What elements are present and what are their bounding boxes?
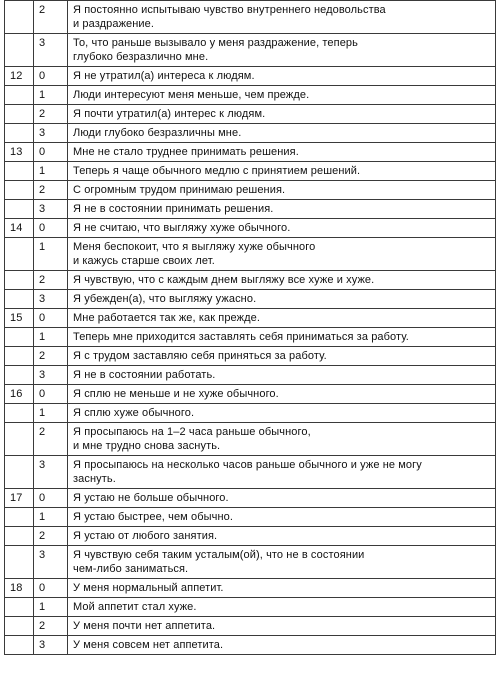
table-row bbox=[5, 385, 496, 404]
answer-score: 2 bbox=[34, 271, 68, 290]
table-row bbox=[5, 143, 496, 162]
answer-statement: Люди глубоко безразличны мне. bbox=[68, 124, 496, 143]
answer-score: 2 bbox=[34, 617, 68, 636]
item-number: 18 bbox=[5, 579, 34, 598]
table-row bbox=[5, 67, 496, 86]
item-number: 14 bbox=[5, 219, 34, 238]
item-number bbox=[5, 508, 34, 527]
answer-score: 2 bbox=[34, 1, 68, 34]
item-number: 16 bbox=[5, 385, 34, 404]
item-number bbox=[5, 423, 34, 456]
answer-statement: Меня беспокоит, что я выгляжу хуже обычного и кажусь старше своих лет. bbox=[68, 238, 496, 271]
answer-statement: У меня совсем нет аппетита. bbox=[68, 636, 496, 655]
answer-statement: Я не в состоянии принимать решения. bbox=[68, 200, 496, 219]
answer-score: 2 bbox=[34, 181, 68, 200]
table-row bbox=[5, 162, 496, 181]
answer-statement: Я постоянно испытываю чувство внутреннего недовольства и раздражение. bbox=[68, 1, 496, 34]
answer-statement: Теперь мне приходится заставлять себя приниматься за работу. bbox=[68, 328, 496, 347]
item-number bbox=[5, 200, 34, 219]
table-row bbox=[5, 366, 496, 385]
answer-statement: Я просыпаюсь на 1–2 часа раньше обычного, и мне трудно снова заснуть. bbox=[68, 423, 496, 456]
table-row bbox=[5, 579, 496, 598]
answer-statement: Я чувствую себя таким усталым(ой), что не в состоянии чем-либо заниматься. bbox=[68, 546, 496, 579]
item-number: 17 bbox=[5, 489, 34, 508]
table-row bbox=[5, 404, 496, 423]
answer-score: 3 bbox=[34, 34, 68, 67]
answer-statement: Теперь я чаще обычного медлю с принятием решений. bbox=[68, 162, 496, 181]
table-row bbox=[5, 86, 496, 105]
table-row bbox=[5, 546, 496, 579]
table-row bbox=[5, 309, 496, 328]
table-row bbox=[5, 598, 496, 617]
item-number bbox=[5, 366, 34, 385]
answer-statement: Мой аппетит стал хуже. bbox=[68, 598, 496, 617]
answer-score: 3 bbox=[34, 456, 68, 489]
answer-score: 3 bbox=[34, 290, 68, 309]
answer-statement: Я чувствую, что с каждым днем выгляжу все хуже и хуже. bbox=[68, 271, 496, 290]
item-number bbox=[5, 238, 34, 271]
answer-statement: Люди интересуют меня меньше, чем прежде. bbox=[68, 86, 496, 105]
answer-statement: Я устаю не больше обычного. bbox=[68, 489, 496, 508]
item-number bbox=[5, 162, 34, 181]
answer-score: 0 bbox=[34, 385, 68, 404]
table-row bbox=[5, 238, 496, 271]
answer-statement: У меня нормальный аппетит. bbox=[68, 579, 496, 598]
answer-score: 1 bbox=[34, 598, 68, 617]
item-number bbox=[5, 456, 34, 489]
item-number bbox=[5, 86, 34, 105]
item-number bbox=[5, 527, 34, 546]
table-row bbox=[5, 617, 496, 636]
answer-statement: Я не считаю, что выгляжу хуже обычного. bbox=[68, 219, 496, 238]
answer-statement: Я убежден(а), что выгляжу ужасно. bbox=[68, 290, 496, 309]
answer-score: 0 bbox=[34, 579, 68, 598]
item-number: 15 bbox=[5, 309, 34, 328]
answer-statement: Я не в состоянии работать. bbox=[68, 366, 496, 385]
table-row bbox=[5, 290, 496, 309]
answer-score: 2 bbox=[34, 105, 68, 124]
item-number bbox=[5, 617, 34, 636]
table-row bbox=[5, 124, 496, 143]
answer-statement: Я не утратил(а) интереса к людям. bbox=[68, 67, 496, 86]
answer-score: 0 bbox=[34, 219, 68, 238]
answer-score: 0 bbox=[34, 143, 68, 162]
item-number bbox=[5, 181, 34, 200]
table-row bbox=[5, 347, 496, 366]
item-number bbox=[5, 124, 34, 143]
answer-score: 0 bbox=[34, 309, 68, 328]
answer-score: 3 bbox=[34, 366, 68, 385]
table-row bbox=[5, 271, 496, 290]
table-row bbox=[5, 34, 496, 67]
item-number bbox=[5, 347, 34, 366]
answer-statement: То, что раньше вызывало у меня раздражение, теперь глубоко безразлично мне. bbox=[68, 34, 496, 67]
table-row bbox=[5, 456, 496, 489]
table-row bbox=[5, 328, 496, 347]
item-number bbox=[5, 271, 34, 290]
table-row bbox=[5, 489, 496, 508]
answer-statement: Я с трудом заставляю себя приняться за работу. bbox=[68, 347, 496, 366]
answer-statement: Я устаю от любого занятия. bbox=[68, 527, 496, 546]
answer-score: 3 bbox=[34, 200, 68, 219]
table-row bbox=[5, 219, 496, 238]
table-row bbox=[5, 1, 496, 34]
answer-statement: Я просыпаюсь на несколько часов раньше обычного и уже не могу заснуть. bbox=[68, 456, 496, 489]
table-row bbox=[5, 508, 496, 527]
item-number bbox=[5, 598, 34, 617]
table-row bbox=[5, 636, 496, 655]
answer-score: 1 bbox=[34, 162, 68, 181]
item-number bbox=[5, 1, 34, 34]
answer-score: 2 bbox=[34, 527, 68, 546]
answer-score: 3 bbox=[34, 124, 68, 143]
answer-score: 1 bbox=[34, 328, 68, 347]
table-row bbox=[5, 423, 496, 456]
answer-statement: У меня почти нет аппетита. bbox=[68, 617, 496, 636]
table-row bbox=[5, 105, 496, 124]
questionnaire-table bbox=[4, 0, 496, 655]
table-row bbox=[5, 527, 496, 546]
item-number: 13 bbox=[5, 143, 34, 162]
answer-statement: Я почти утратил(а) интерес к людям. bbox=[68, 105, 496, 124]
table-row bbox=[5, 200, 496, 219]
item-number bbox=[5, 328, 34, 347]
answer-score: 1 bbox=[34, 508, 68, 527]
answer-statement: Мне работается так же, как прежде. bbox=[68, 309, 496, 328]
item-number bbox=[5, 290, 34, 309]
answer-statement: Я устаю быстрее, чем обычно. bbox=[68, 508, 496, 527]
answer-statement: С огромным трудом принимаю решения. bbox=[68, 181, 496, 200]
item-number bbox=[5, 636, 34, 655]
answer-score: 0 bbox=[34, 67, 68, 86]
answer-score: 1 bbox=[34, 404, 68, 423]
answer-score: 0 bbox=[34, 489, 68, 508]
table-row bbox=[5, 181, 496, 200]
answer-statement: Я сплю хуже обычного. bbox=[68, 404, 496, 423]
item-number bbox=[5, 404, 34, 423]
answer-score: 2 bbox=[34, 423, 68, 456]
item-number: 12 bbox=[5, 67, 34, 86]
questionnaire-rows bbox=[5, 1, 496, 655]
item-number bbox=[5, 105, 34, 124]
answer-score: 2 bbox=[34, 347, 68, 366]
answer-score: 1 bbox=[34, 238, 68, 271]
item-number bbox=[5, 34, 34, 67]
answer-statement: Мне не стало труднее принимать решения. bbox=[68, 143, 496, 162]
answer-statement: Я сплю не меньше и не хуже обычного. bbox=[68, 385, 496, 404]
item-number bbox=[5, 546, 34, 579]
answer-score: 1 bbox=[34, 86, 68, 105]
answer-score: 3 bbox=[34, 636, 68, 655]
answer-score: 3 bbox=[34, 546, 68, 579]
